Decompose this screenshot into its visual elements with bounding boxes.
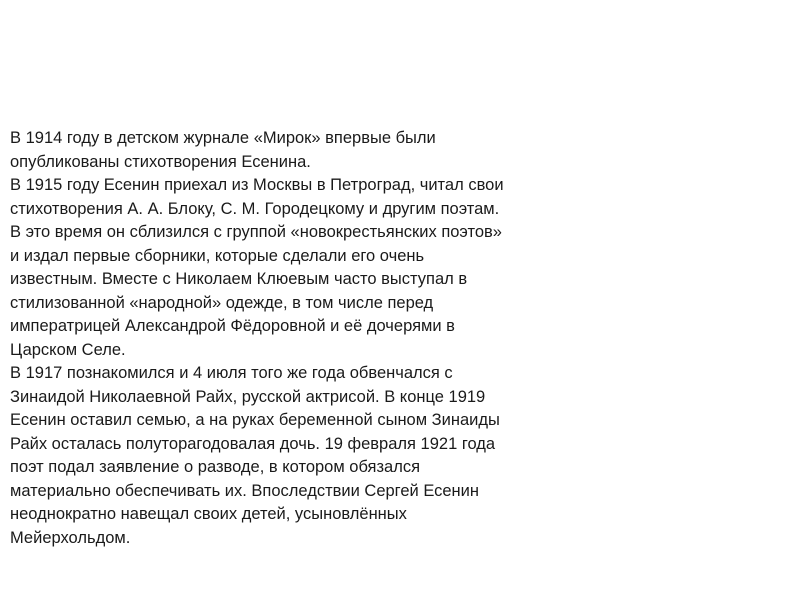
- text-line-1: В 1914 году в детском журнале «Мирок» впервые были: [10, 129, 436, 147]
- text-line-11: В 1917 познакомился и 4 июля того же года обвенчался с: [10, 364, 453, 382]
- text-line-12: Зинаидой Николаевной Райх, русской актрисой. В конце 1919: [10, 387, 486, 406]
- text-line-13: Есенин оставил семью, а на руках беременной сыном Зинаиды: [10, 411, 500, 429]
- text-line-8: стилизованной «народной» одежде, в том числе перед: [10, 293, 434, 312]
- text-line-16: материально обеспечивать их. Впоследствии Сергей Есенин: [10, 481, 480, 500]
- text-line-5: В это время он сблизился с группой «новокрестьянских поэтов»: [10, 223, 502, 241]
- text-line-2: опубликованы стихотворения Есенина.: [10, 152, 311, 171]
- text-line-10: Царском Селе.: [10, 340, 126, 359]
- body-text: [10, 127, 610, 550]
- text-line-17: неоднократно навещал своих детей, усыновлённых: [10, 505, 407, 523]
- text-line-3: В 1915 году Есенин приехал из Москвы в Петроград, читал свои: [10, 176, 504, 194]
- text-line-15: поэт подал заявление о разводе, в котором обязался: [10, 458, 421, 476]
- text-line-6: и издал первые сборники, которые сделали его очень: [10, 246, 425, 265]
- text-line-7: известным. Вместе с Николаем Клюевым часто выступал в: [10, 270, 468, 288]
- text-line-18: Мейерхольдом.: [10, 528, 131, 547]
- text-line-4: стихотворения А. А. Блоку, С. М. Городецкому и другим поэтам.: [10, 199, 500, 218]
- text-line-14: Райх осталась полуторагодовалая дочь. 19 февраля 1921 года: [10, 434, 496, 453]
- text-line-9: императрицей Александрой Фёдоровной и её дочерями в: [10, 317, 455, 335]
